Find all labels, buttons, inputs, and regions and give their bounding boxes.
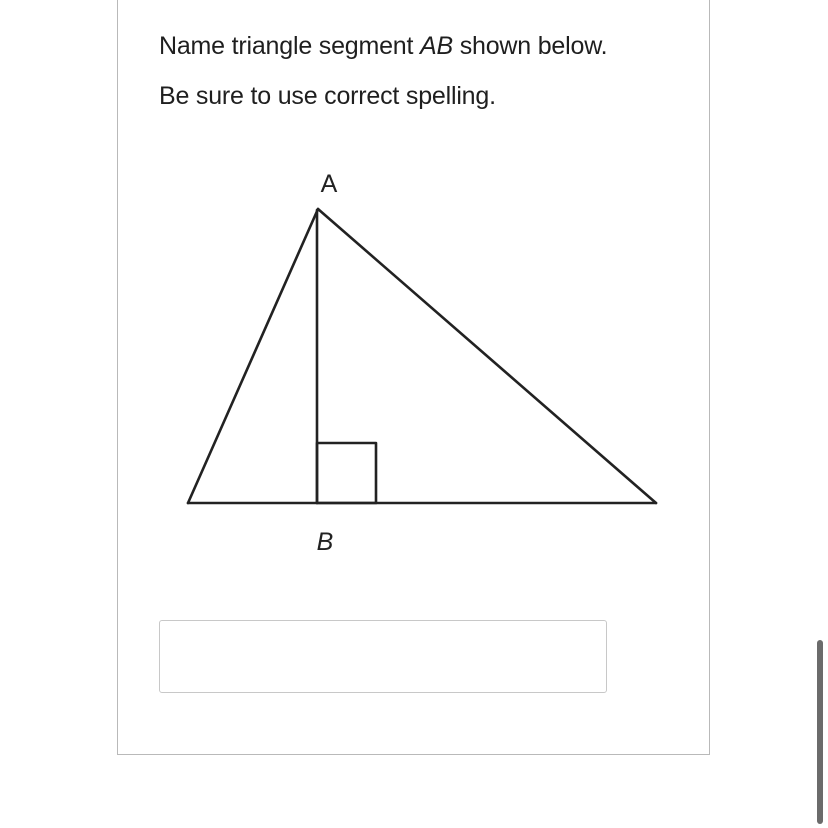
prompt-text-end: shown below. xyxy=(452,32,608,60)
triangle-side-right xyxy=(318,209,656,503)
spelling-instruction: Be sure to use correct spelling. xyxy=(159,82,496,110)
segment-name: AB xyxy=(420,32,453,60)
prompt-text-start: Name triangle segment xyxy=(159,32,421,60)
question-card xyxy=(117,0,710,755)
triangle-side-left xyxy=(188,209,318,503)
vertex-a-label: A xyxy=(320,170,338,198)
answer-input[interactable] xyxy=(159,620,607,693)
right-angle-marker xyxy=(317,443,376,503)
triangle-figure xyxy=(118,0,711,598)
scrollbar-thumb[interactable] xyxy=(817,640,823,824)
vertex-b-label: B xyxy=(316,528,334,556)
